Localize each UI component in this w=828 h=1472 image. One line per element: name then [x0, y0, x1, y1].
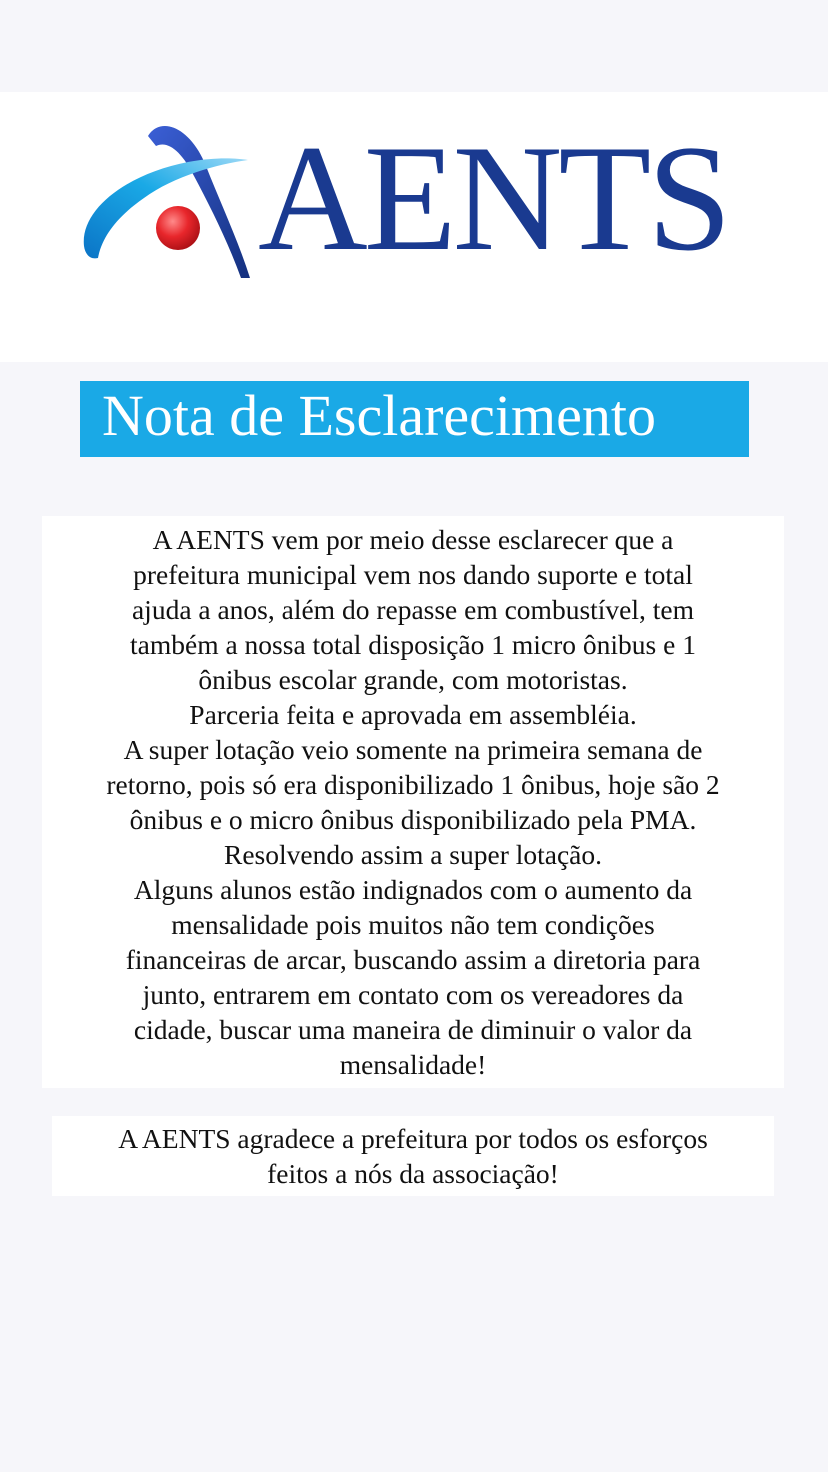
body-line: Parceria feita e aprovada em assembléia. [189, 699, 637, 730]
body-line: ajuda a anos, além do repasse em combustível, tem [131, 594, 695, 625]
body-line: também a nossa total disposição 1 micro ônibus e 1 [130, 629, 696, 660]
body-line: junto, entrarem em contato com os vereadores da [142, 979, 684, 1010]
body-text-block [42, 516, 784, 1088]
body-line: ônibus escolar grande, com motoristas. [198, 664, 628, 695]
body-line: mensalidade! [339, 1049, 487, 1080]
logo-arc-shape [148, 126, 250, 278]
page-title: Nota de Esclarecimento [80, 381, 749, 457]
closing-line: feitos a nós da associação! [267, 1158, 559, 1189]
body-line: retorno, pois só era disponibilizado 1 ônibus, hoje são 2 [106, 769, 720, 800]
closing-text-block [52, 1116, 774, 1196]
body-line: financeiras de arcar, buscando assim a diretoria para [125, 944, 701, 975]
body-line: mensalidade pois muitos não tem condições [171, 909, 655, 940]
body-line: cidade, buscar uma maneira de diminuir o valor da [133, 1014, 693, 1045]
body-line: A AENTS vem por meio desse esclarecer que a [152, 524, 674, 555]
body-line: Alguns alunos estão indignados com o aumento da [133, 874, 693, 905]
body-line: ônibus e o micro ônibus disponibilizado pela PMA. [129, 804, 697, 835]
logo-red-dot [156, 206, 200, 250]
aents-logo-icon [78, 118, 256, 280]
closing-line: A AENTS agradece a prefeitura por todos os esforços [118, 1123, 708, 1154]
body-line: Resolvendo assim a super lotação. [223, 839, 603, 870]
logo-wordmark: AENTS [258, 114, 728, 282]
body-line: prefeitura municipal vem nos dando suporte e total [133, 559, 693, 590]
body-line: A super lotação veio somente na primeira semana de [123, 734, 703, 765]
